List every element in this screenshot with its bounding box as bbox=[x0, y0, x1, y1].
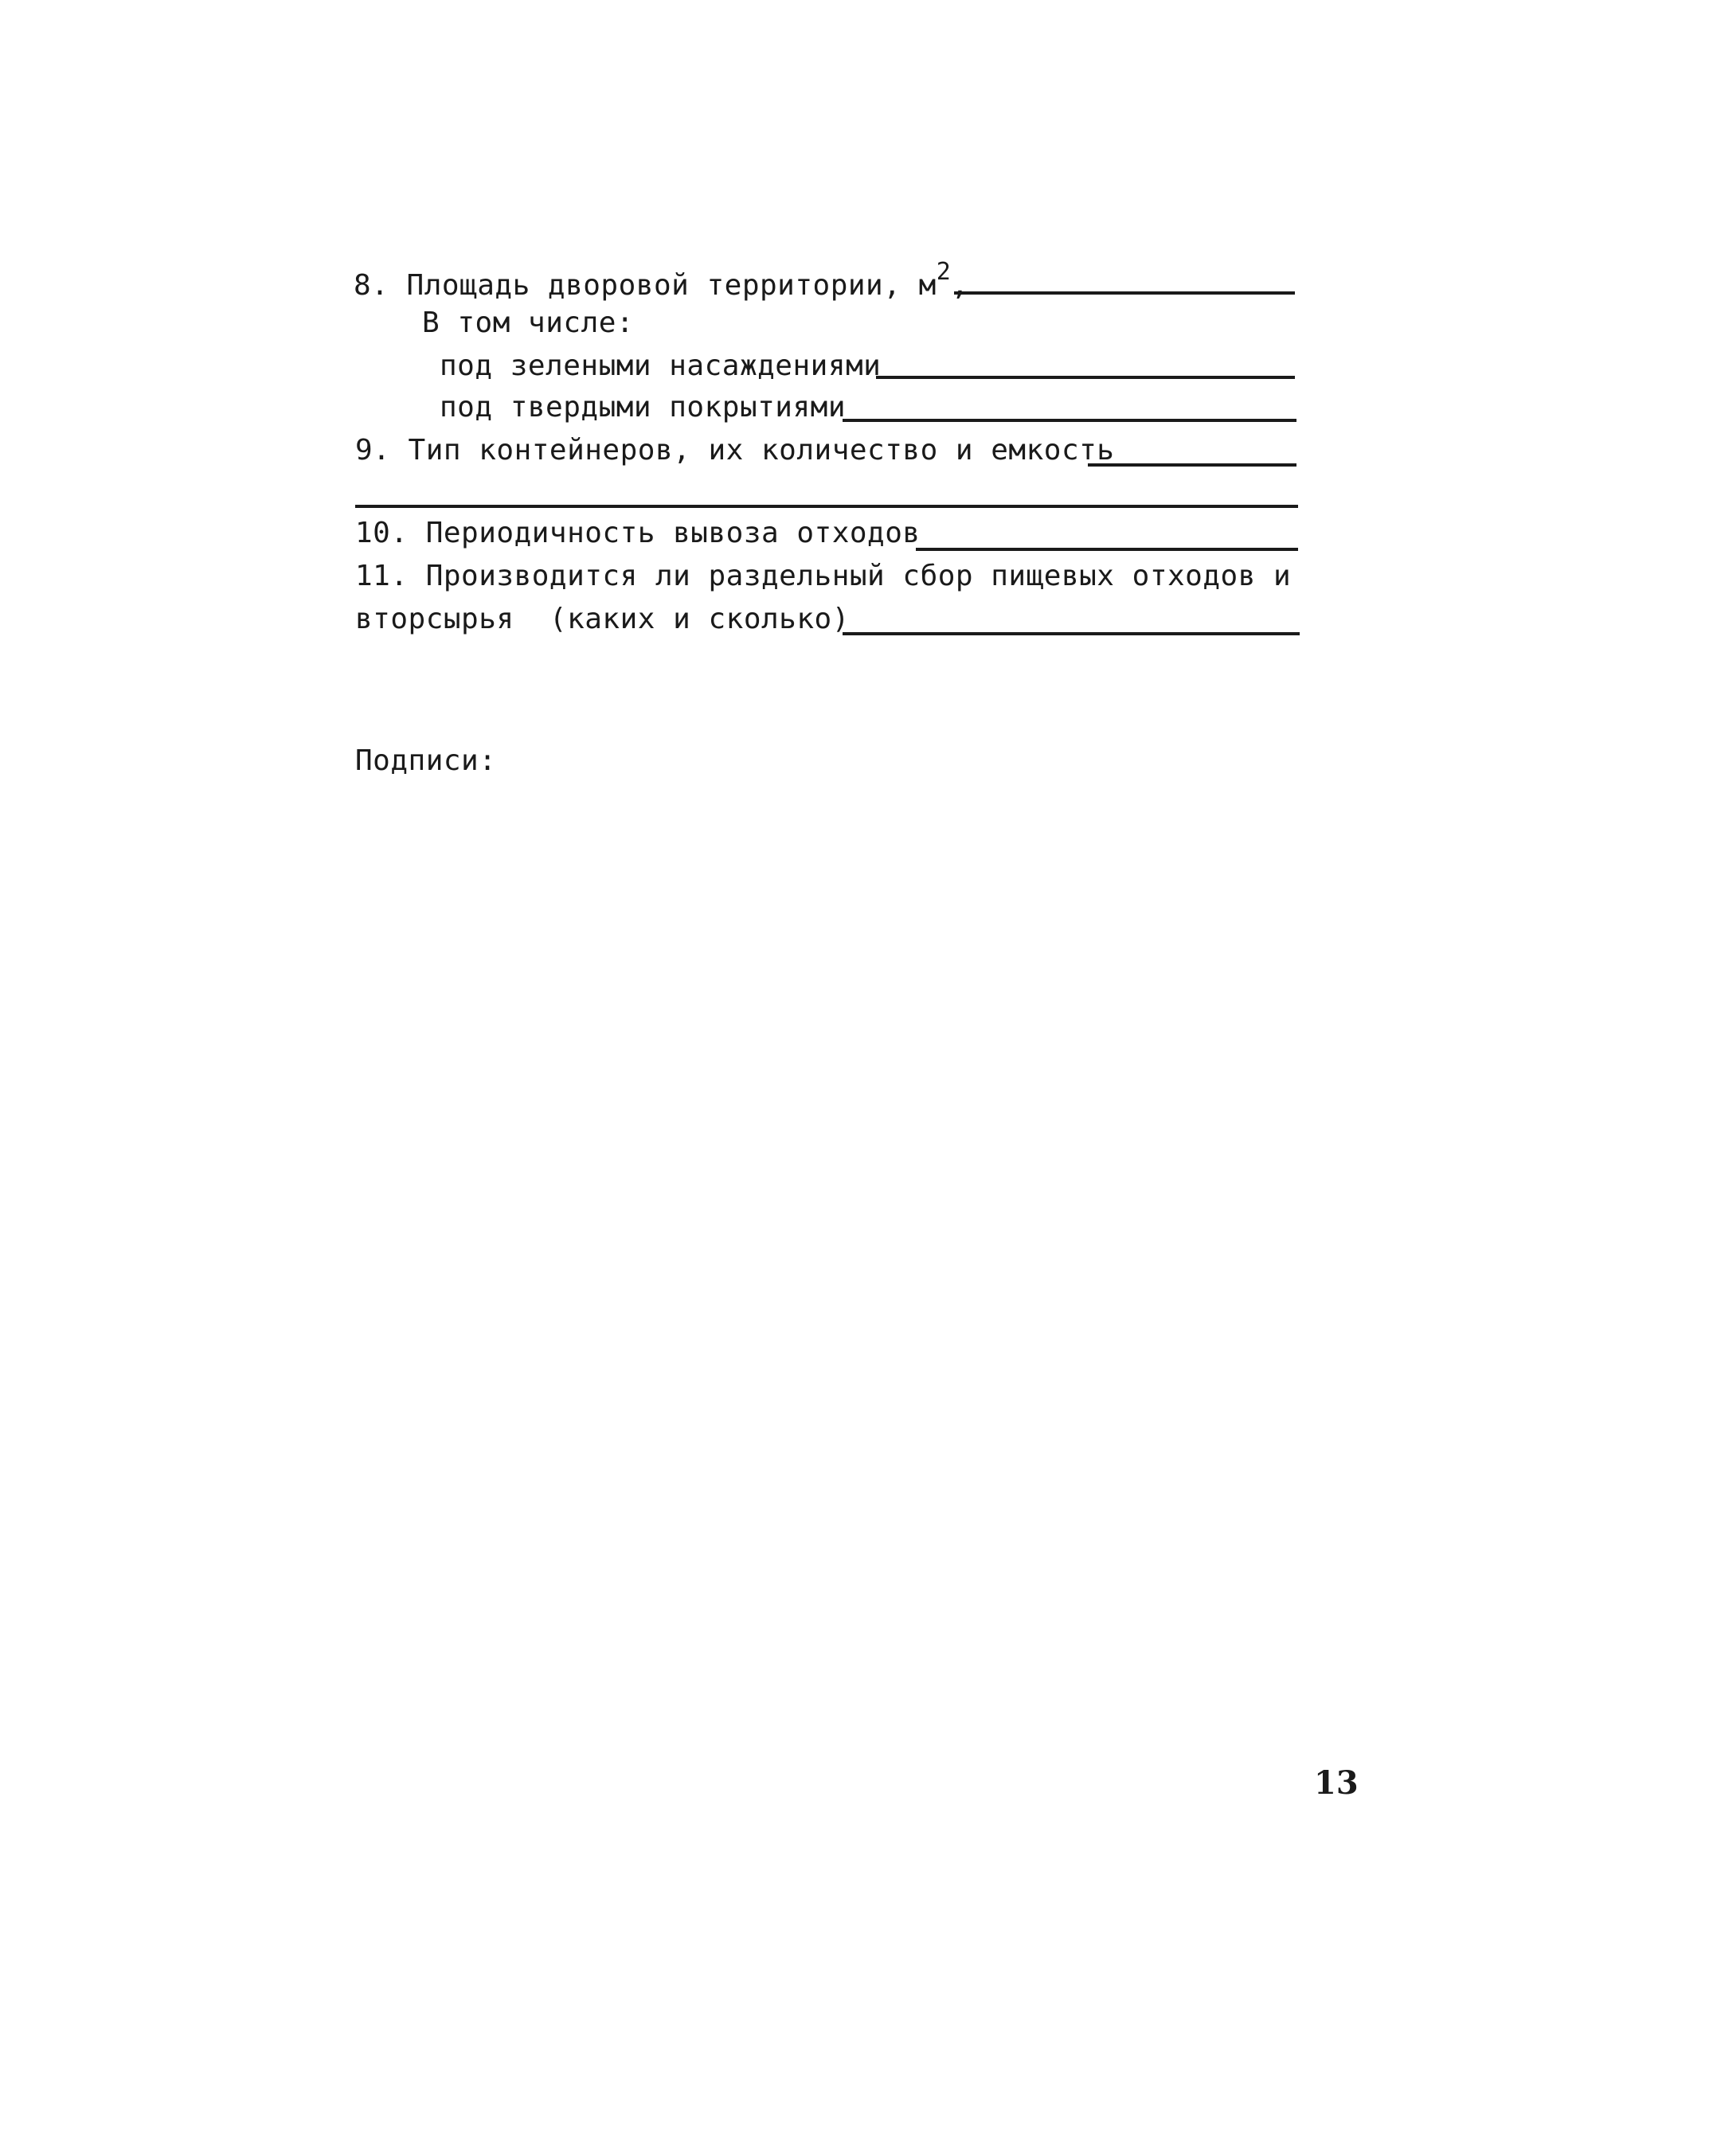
item8-green-label: под зелеными насаждениями bbox=[440, 350, 882, 382]
item10-label: 10. Периодичность вывоза отходов bbox=[355, 517, 921, 549]
item9-answer-line[interactable] bbox=[1088, 463, 1296, 467]
item11-label-line2: вторсырья (каких и сколько) bbox=[355, 603, 850, 635]
item8-hard-answer-line[interactable] bbox=[843, 419, 1296, 422]
item9-label: 9. Тип контейнеров, их количество и емкость bbox=[355, 434, 1115, 467]
item8-green-answer-line[interactable] bbox=[876, 376, 1295, 379]
item9-answer-line-2[interactable] bbox=[355, 505, 1298, 508]
square-superscript: 2 bbox=[936, 258, 952, 286]
item8-sub-header: В том числе: bbox=[422, 307, 635, 339]
page-number: 13 bbox=[1314, 1764, 1359, 1802]
item8-hard-label: под твердыми покрытиями bbox=[440, 391, 846, 424]
item11-label-line1: 11. Производится ли раздельный сбор пищевых отходов и bbox=[355, 560, 1292, 592]
item8-label: 8. Площадь дворовой территории, $м^2$, bbox=[354, 258, 969, 302]
item8-answer-line[interactable] bbox=[954, 291, 1295, 295]
item11-answer-line[interactable] bbox=[843, 632, 1300, 635]
signatures-label: Подписи: bbox=[355, 744, 497, 777]
item10-answer-line[interactable] bbox=[916, 548, 1298, 551]
